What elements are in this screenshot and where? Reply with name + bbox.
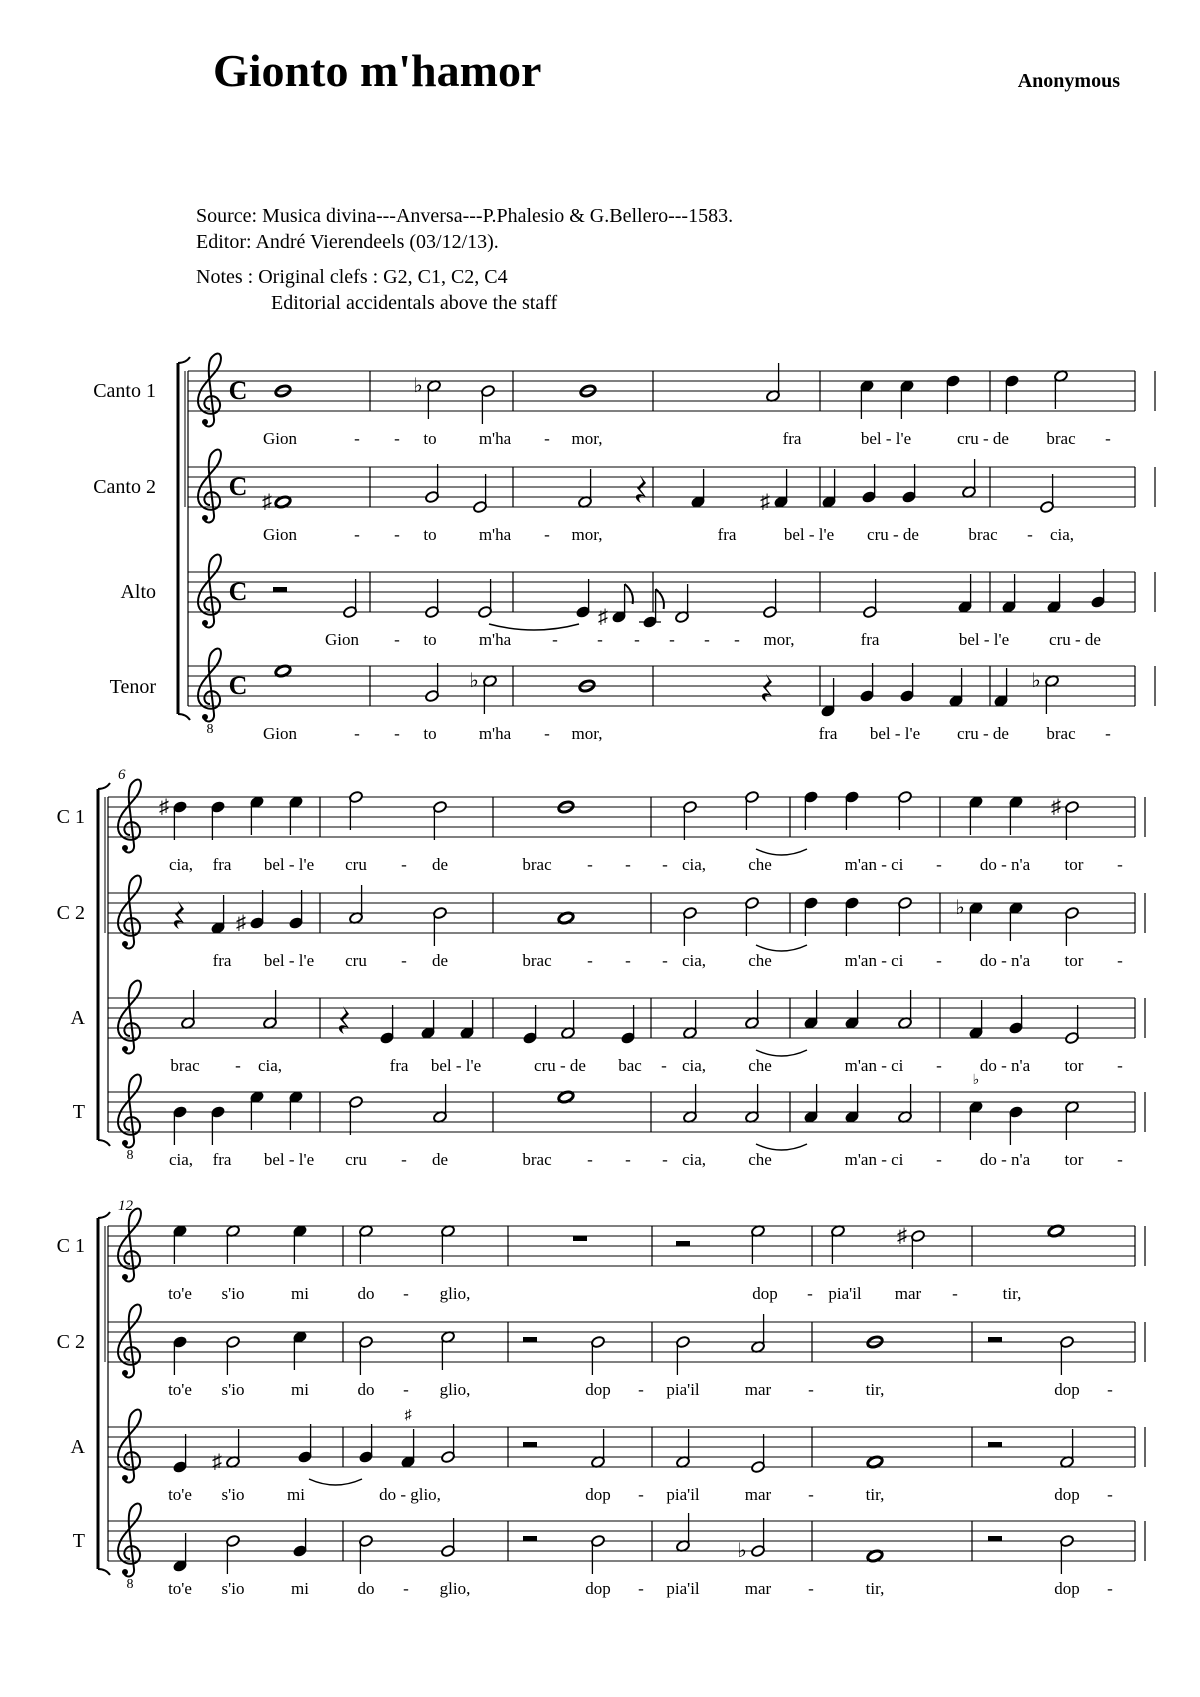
lyric-syllable: tir, <box>865 1579 885 1598</box>
voice-label-a: A <box>70 1436 85 1458</box>
flat-accidental-icon: ♭ <box>413 375 423 397</box>
lyric-syllable: tor <box>1064 1150 1084 1169</box>
half-rest <box>988 1337 1002 1342</box>
lyric-syllable: - <box>403 1380 409 1399</box>
clef-path <box>198 354 221 427</box>
tie-arc <box>309 1479 362 1485</box>
lyric-syllable: pia'il <box>666 1485 700 1504</box>
lyric-syllable: cia, <box>257 1056 283 1075</box>
lyric-syllable: - <box>587 855 593 874</box>
measure-number: 6 <box>118 767 126 783</box>
treble-clef-icon <box>198 649 221 722</box>
treble-clef-icon <box>198 354 221 427</box>
clef-dot <box>202 620 208 626</box>
lyric-syllable: de <box>431 951 449 970</box>
lyric-syllable: pia'il <box>666 1579 700 1598</box>
lyric-syllable: - <box>638 1380 644 1399</box>
lyric-syllable: - <box>587 951 593 970</box>
lyric-syllable: tor <box>1064 1056 1084 1075</box>
lyric-syllable: - <box>401 855 407 874</box>
clef-dot <box>202 419 208 425</box>
lyric-syllable: cru - de <box>957 429 1009 448</box>
voice-label-c1: C 1 <box>56 806 85 828</box>
clef-dot <box>122 1475 128 1481</box>
lyric-syllable: che <box>748 1056 772 1075</box>
clef-dot <box>122 845 128 851</box>
sharp-accidental-icon: ♯ <box>1051 796 1061 818</box>
treble-clef-icon <box>118 1209 141 1282</box>
voice-label-a: A <box>70 1007 85 1029</box>
lyric-syllable: brac <box>170 1056 200 1075</box>
lyric-syllable: to <box>423 630 437 649</box>
voice-label-t: T <box>72 1101 85 1123</box>
sharp-accidental-icon: ♯ <box>897 1225 907 1247</box>
bracket-hook <box>98 1212 110 1218</box>
lyric-syllable: - <box>662 951 668 970</box>
lyric-syllable: cru <box>345 855 367 874</box>
lyric-syllable: brac <box>1046 429 1076 448</box>
lyric-syllable: cru - de <box>957 724 1009 743</box>
lyric-syllable: to'e <box>168 1485 192 1504</box>
treble-clef-icon <box>118 1305 141 1378</box>
lyric-syllable: cia, <box>681 1150 707 1169</box>
lyric-syllable: - <box>1117 951 1123 970</box>
clef-dot <box>202 714 208 720</box>
lyric-syllable: - <box>662 855 668 874</box>
bracket-hook <box>178 357 190 363</box>
treble-clef-icon <box>118 1504 141 1577</box>
clef-path <box>118 1075 141 1148</box>
lyric-syllable: cia, <box>681 855 707 874</box>
lyric-syllable: to'e <box>168 1380 192 1399</box>
bracket-hook <box>178 714 190 720</box>
half-rest <box>988 1442 1002 1447</box>
lyric-syllable: fra <box>818 724 838 743</box>
lyric-syllable: mi <box>291 1284 309 1303</box>
lyric-syllable: che <box>748 951 772 970</box>
lyric-syllable: s'io <box>221 1284 245 1303</box>
lyric-syllable: mar <box>744 1485 772 1504</box>
lyric-syllable: mor, <box>571 429 603 448</box>
lyric-syllable: cia, <box>168 1150 194 1169</box>
lyric-syllable: - <box>354 429 360 448</box>
lyric-syllable: tor <box>1064 855 1084 874</box>
lyric-syllable: - <box>403 1579 409 1598</box>
lyric-syllable: do <box>357 1380 375 1399</box>
lyric-syllable: - <box>1117 1056 1123 1075</box>
clef-path <box>198 555 221 628</box>
lyric-syllable: cia, <box>1049 525 1075 544</box>
lyric-syllable: Gion <box>263 724 297 743</box>
lyric-syllable: - <box>597 630 603 649</box>
treble-clef-icon <box>198 555 221 628</box>
lyric-syllable: fra <box>717 525 737 544</box>
lyric-syllable: - <box>625 855 631 874</box>
lyric-syllable: che <box>748 855 772 874</box>
lyric-syllable: bel - l'e <box>263 1150 315 1169</box>
quarter-rest <box>762 674 772 702</box>
lyric-syllable: - <box>1107 1579 1113 1598</box>
clef-path <box>118 1410 141 1483</box>
lyric-syllable: cia, <box>681 951 707 970</box>
clef-path <box>198 450 221 523</box>
clef-path <box>118 876 141 949</box>
lyric-syllable: m'ha <box>478 630 512 649</box>
lyric-syllable: mar <box>744 1380 772 1399</box>
clefs-note: Notes : Original clefs : G2, C1, C2, C4 <box>196 266 508 288</box>
lyric-syllable: - <box>734 630 740 649</box>
lyric-syllable: - <box>544 429 550 448</box>
lyric-syllable: de <box>431 855 449 874</box>
lyric-syllable: m'ha <box>478 724 512 743</box>
half-rest <box>523 1536 537 1541</box>
lyric-syllable: m'ha <box>478 429 512 448</box>
lyric-syllable: bel - l'e <box>263 951 315 970</box>
lyric-syllable: - <box>1107 1485 1113 1504</box>
lyric-syllable: do - n'a <box>979 1150 1031 1169</box>
lyric-syllable: bel - l'e <box>869 724 921 743</box>
lyric-syllable: brac <box>522 855 552 874</box>
lyric-syllable: dop <box>585 1579 611 1598</box>
tenor-octave-mark: 8 <box>206 722 214 737</box>
lyric-syllable: m'ha <box>478 525 512 544</box>
lyric-syllable: bel - l'e <box>430 1056 482 1075</box>
lyric-syllable: - <box>808 1579 814 1598</box>
clef-path <box>118 981 141 1054</box>
lyric-syllable: do <box>357 1579 375 1598</box>
lyric-syllable: - <box>354 724 360 743</box>
lyric-syllable: pia'il <box>666 1380 700 1399</box>
treble-clef-icon <box>118 876 141 949</box>
clef-path <box>118 1209 141 1282</box>
time-signature-icon: C <box>228 472 248 501</box>
lyric-syllable: glio, <box>439 1579 471 1598</box>
lyric-syllable: mi <box>291 1579 309 1598</box>
lyric-syllable: dop <box>1054 1380 1080 1399</box>
lyric-syllable: mi <box>287 1485 305 1504</box>
lyric-syllable: cru - de <box>534 1056 586 1075</box>
lyric-syllable: - <box>662 1150 668 1169</box>
lyric-syllable: - <box>587 1150 593 1169</box>
lyric-syllable: s'io <box>221 1579 245 1598</box>
voice-label-tenor: Tenor <box>109 676 156 698</box>
voice-label-canto-1: Canto 1 <box>93 380 156 402</box>
eighth-flag <box>625 584 633 604</box>
lyric-syllable: bel - l'e <box>860 429 912 448</box>
lyric-syllable: - <box>401 1150 407 1169</box>
lyric-syllable: - <box>625 951 631 970</box>
lyric-syllable: - <box>544 724 550 743</box>
sharp-accidental-icon: ♯ <box>159 796 169 818</box>
lyric-syllable: brac <box>1046 724 1076 743</box>
lyric-syllable: pia'il <box>828 1284 862 1303</box>
lyric-syllable: - <box>1117 855 1123 874</box>
lyric-syllable: fra <box>782 429 802 448</box>
editor-note: Editor: André Vierendeels (03/12/13). <box>196 231 499 253</box>
flat-accidental-icon: ♭ <box>469 670 479 692</box>
lyric-syllable: - <box>401 951 407 970</box>
lyric-syllable: to'e <box>168 1284 192 1303</box>
lyric-syllable: - <box>704 630 710 649</box>
lyric-syllable: m'an - ci <box>844 1150 904 1169</box>
lyric-syllable: cru <box>345 1150 367 1169</box>
lyric-syllable: de <box>431 1150 449 1169</box>
treble-clef-icon <box>198 450 221 523</box>
whole-rest <box>573 1236 587 1241</box>
source-note: Source: Musica divina---Anversa---P.Phalesio & G.Bellero---1583. <box>196 205 734 227</box>
lyric-syllable: che <box>748 1150 772 1169</box>
lyric-syllable: Gion <box>263 429 297 448</box>
lyric-syllable: dop <box>585 1485 611 1504</box>
sharp-accidental-icon: ♯ <box>212 1451 222 1473</box>
lyric-syllable: tor <box>1064 951 1084 970</box>
half-rest <box>676 1241 690 1246</box>
flat-accidental-icon: ♭ <box>955 897 965 919</box>
lyric-syllable: mor, <box>571 724 603 743</box>
lyric-syllable: do - glio, <box>379 1485 441 1504</box>
clef-path <box>118 1305 141 1378</box>
lyric-syllable: mor, <box>763 630 795 649</box>
lyric-syllable: - <box>638 1579 644 1598</box>
measure-number: 12 <box>118 1198 133 1214</box>
lyric-syllable: fra <box>860 630 880 649</box>
clef-dot <box>122 1274 128 1280</box>
clef-dot <box>202 515 208 521</box>
quarter-rest <box>339 1006 349 1034</box>
bracket-hook <box>98 783 110 789</box>
lyric-syllable: - <box>394 724 400 743</box>
half-rest <box>988 1536 1002 1541</box>
sharp-accidental-icon: ♯ <box>760 491 770 513</box>
clef-dot <box>122 1569 128 1575</box>
treble-clef-icon <box>118 1410 141 1483</box>
lyric-syllable: mar <box>744 1579 772 1598</box>
lyric-syllable: dop <box>1054 1485 1080 1504</box>
time-signature-icon: C <box>228 671 248 700</box>
lyric-syllable: Gion <box>263 525 297 544</box>
lyric-syllable: to <box>423 724 437 743</box>
clef-path <box>118 1504 141 1577</box>
tenor-octave-mark: 8 <box>126 1577 134 1592</box>
lyric-syllable: tir, <box>1002 1284 1022 1303</box>
accidentals-note: Editorial accidentals above the staff <box>271 292 558 314</box>
lyric-syllable: brac <box>522 1150 552 1169</box>
tenor-octave-mark: 8 <box>126 1148 134 1163</box>
lyric-syllable: m'an - ci <box>844 855 904 874</box>
lyric-syllable: - <box>552 630 558 649</box>
lyric-syllable: tir, <box>865 1485 885 1504</box>
lyric-syllable: do - n'a <box>979 855 1031 874</box>
lyric-syllable: - <box>403 1284 409 1303</box>
lyric-syllable: - <box>936 951 942 970</box>
lyric-syllable: glio, <box>439 1380 471 1399</box>
voice-label-canto-2: Canto 2 <box>93 476 156 498</box>
treble-clef-icon <box>118 1075 141 1148</box>
lyric-syllable: - <box>354 525 360 544</box>
lyric-syllable: - <box>952 1284 958 1303</box>
time-signature-icon: C <box>228 577 248 606</box>
lyric-syllable: bac <box>618 1056 642 1075</box>
lyric-syllable: fra <box>212 951 232 970</box>
lyric-syllable: - <box>936 1150 942 1169</box>
clef-dot <box>122 1046 128 1052</box>
lyric-syllable: fra <box>389 1056 409 1075</box>
lyric-syllable: - <box>1105 429 1111 448</box>
voice-label-t: T <box>72 1530 85 1552</box>
voice-label-c2: C 2 <box>56 902 85 924</box>
lyric-syllable: Gion <box>325 630 359 649</box>
lyric-syllable: cru - de <box>1049 630 1101 649</box>
sharp-accidental-icon: ♯ <box>404 1408 412 1423</box>
flat-accidental-icon: ♭ <box>1031 670 1041 692</box>
lyric-syllable: - <box>625 1150 631 1169</box>
lyric-syllable: - <box>807 1284 813 1303</box>
bracket-hook <box>98 1140 110 1146</box>
lyric-syllable: - <box>634 630 640 649</box>
lyric-syllable: - <box>1117 1150 1123 1169</box>
sharp-accidental-icon: ♯ <box>262 491 272 513</box>
lyric-syllable: tir, <box>865 1380 885 1399</box>
lyric-syllable: brac <box>968 525 998 544</box>
lyric-syllable: - <box>394 525 400 544</box>
clef-path <box>118 780 141 853</box>
lyric-syllable: - <box>394 630 400 649</box>
lyric-syllable: - <box>808 1380 814 1399</box>
composer-name: Anonymous <box>1017 70 1120 92</box>
clef-dot <box>122 1140 128 1146</box>
half-rest <box>523 1442 537 1447</box>
time-signature-icon: C <box>228 376 248 405</box>
lyric-syllable: to <box>423 525 437 544</box>
lyric-syllable: - <box>669 630 675 649</box>
quarter-rest <box>174 901 184 929</box>
lyric-syllable: - <box>936 855 942 874</box>
lyric-syllable: cru <box>345 951 367 970</box>
lyric-syllable: - <box>661 1056 667 1075</box>
lyric-syllable: glio, <box>439 1284 471 1303</box>
quarter-rest <box>636 475 646 503</box>
voice-label-alto: Alto <box>120 581 156 603</box>
lyric-syllable: m'an - ci <box>844 1056 904 1075</box>
clef-path <box>198 649 221 722</box>
lyric-syllable: mor, <box>571 525 603 544</box>
lyric-syllable: brac <box>522 951 552 970</box>
lyric-syllable: s'io <box>221 1380 245 1399</box>
lyric-syllable: do - n'a <box>979 951 1031 970</box>
lyric-syllable: dop <box>585 1380 611 1399</box>
lyric-syllable: - <box>1105 724 1111 743</box>
flat-accidental-icon: ♭ <box>972 1073 980 1088</box>
bracket-hook <box>98 1569 110 1575</box>
lyric-syllable: - <box>235 1056 241 1075</box>
lyric-syllable: cia, <box>168 855 194 874</box>
lyric-syllable: to <box>423 429 437 448</box>
lyric-syllable: dop <box>752 1284 778 1303</box>
voice-label-c2: C 2 <box>56 1331 85 1353</box>
lyric-syllable: bel - l'e <box>958 630 1010 649</box>
lyric-syllable: - <box>544 525 550 544</box>
lyric-syllable: dop <box>1054 1579 1080 1598</box>
voice-label-c1: C 1 <box>56 1235 85 1257</box>
lyric-syllable: cru - de <box>867 525 919 544</box>
lyric-syllable: bel - l'e <box>263 855 315 874</box>
lyric-syllable: - <box>936 1056 942 1075</box>
lyric-syllable: s'io <box>221 1485 245 1504</box>
lyric-syllable: - <box>638 1485 644 1504</box>
flat-accidental-icon: ♭ <box>737 1540 747 1562</box>
half-rest <box>273 587 287 592</box>
lyric-syllable: - <box>808 1485 814 1504</box>
half-rest <box>523 1337 537 1342</box>
lyric-syllable: fra <box>212 855 232 874</box>
clef-dot <box>122 941 128 947</box>
sharp-accidental-icon: ♯ <box>598 606 608 628</box>
sharp-accidental-icon: ♯ <box>236 912 246 934</box>
lyric-syllable: do <box>357 1284 375 1303</box>
lyric-syllable: - <box>1107 1380 1113 1399</box>
lyric-syllable: fra <box>212 1150 232 1169</box>
lyric-syllable: do - n'a <box>979 1056 1031 1075</box>
lyric-syllable: mar <box>894 1284 922 1303</box>
piece-title: Gionto m'hamor <box>213 45 542 96</box>
lyric-syllable: - <box>394 429 400 448</box>
lyric-syllable: bel - l'e <box>783 525 835 544</box>
lyric-syllable: cia, <box>681 1056 707 1075</box>
lyric-syllable: mi <box>291 1380 309 1399</box>
treble-clef-icon <box>118 981 141 1054</box>
clef-dot <box>122 1370 128 1376</box>
lyric-syllable: m'an - ci <box>844 951 904 970</box>
lyric-syllable: - <box>1027 525 1033 544</box>
treble-clef-icon <box>118 780 141 853</box>
lyric-syllable: to'e <box>168 1579 192 1598</box>
